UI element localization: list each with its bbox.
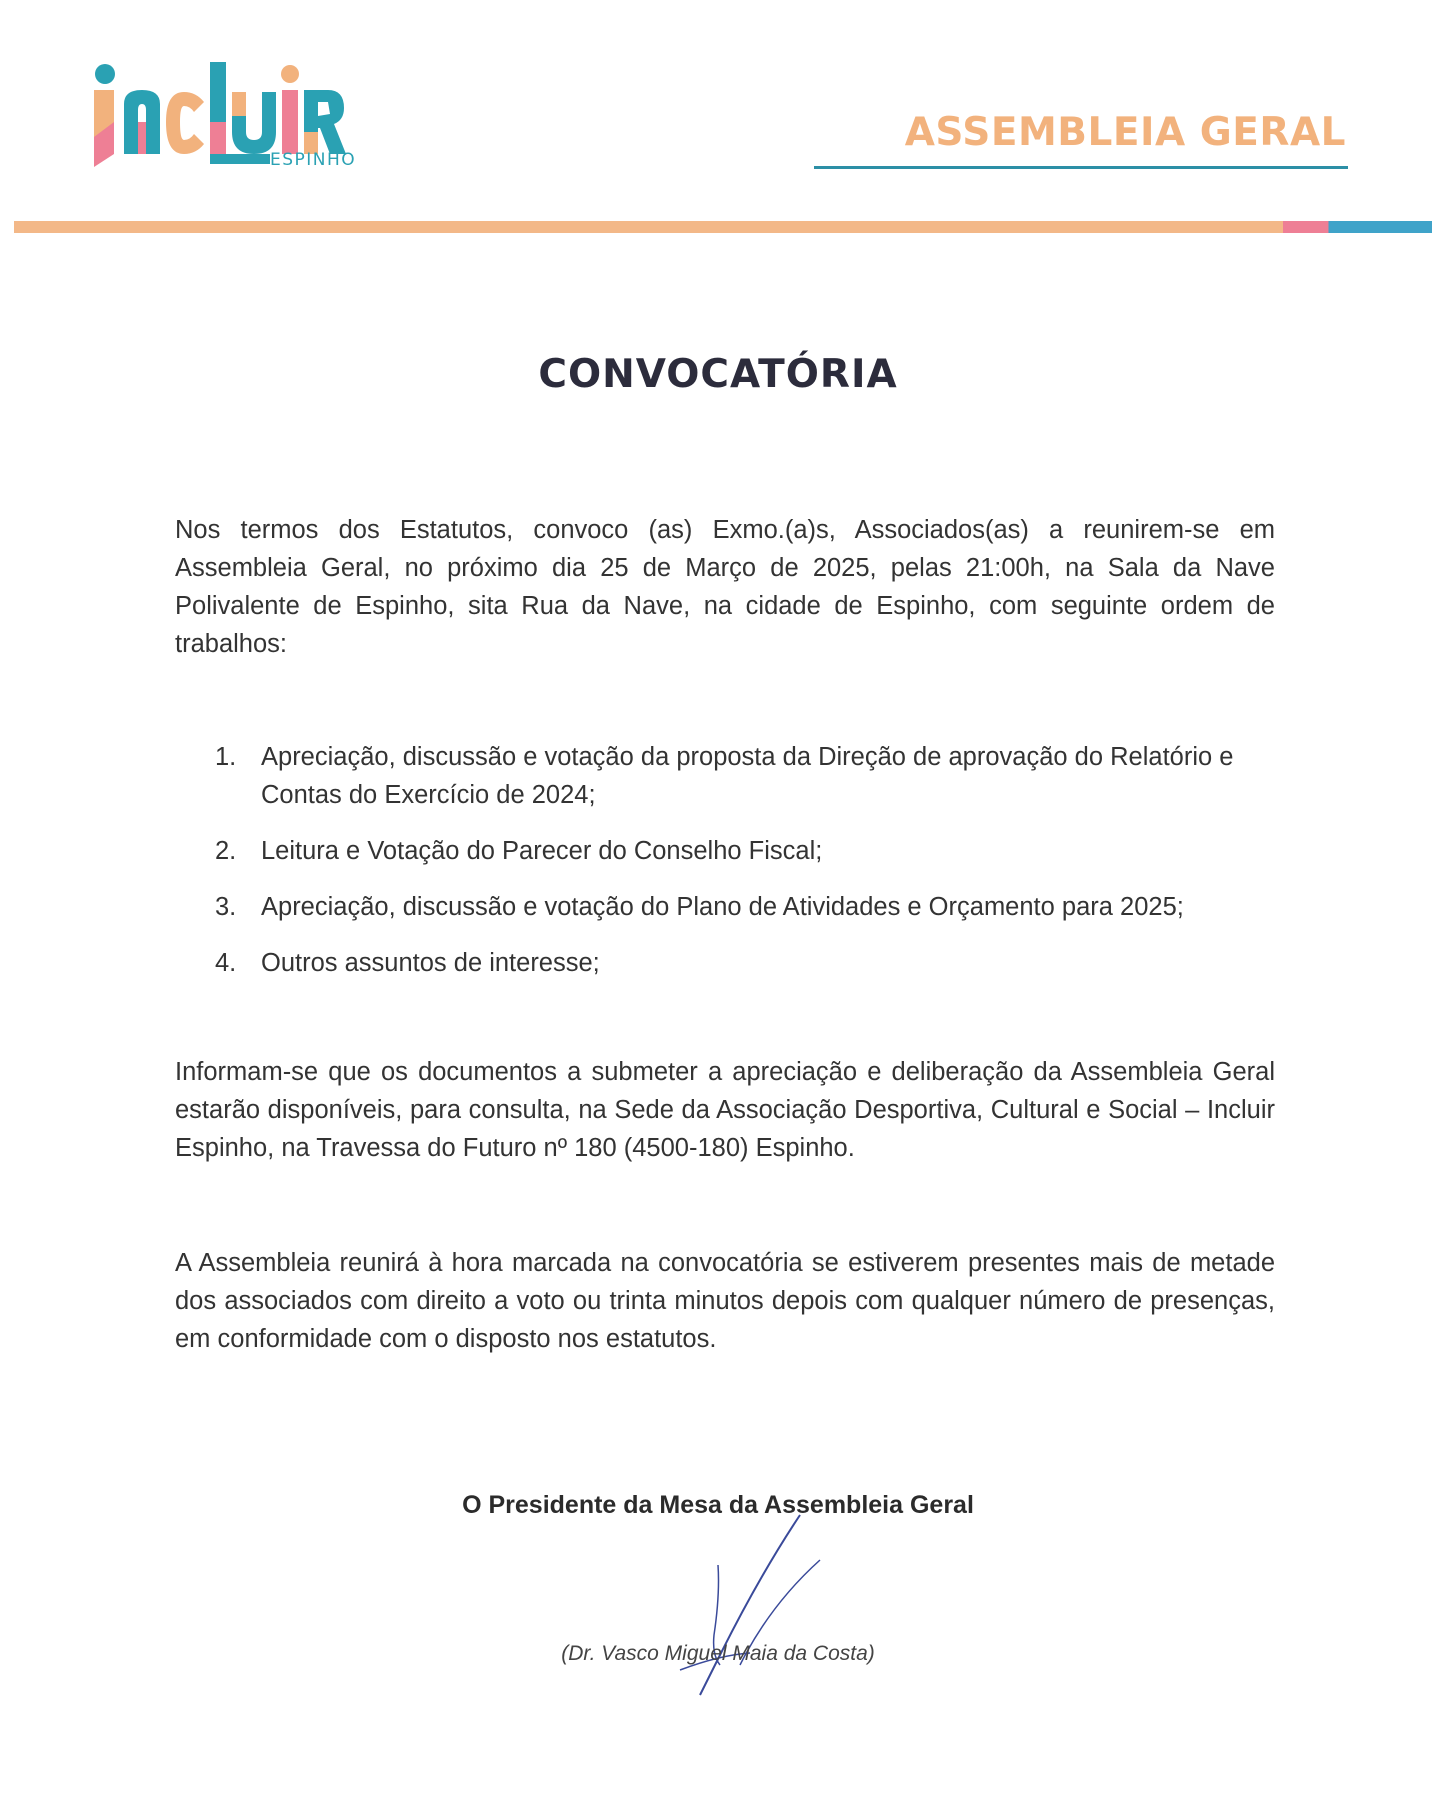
section-title-underline (814, 166, 1348, 169)
quorum-info-paragraph: A Assembleia reunirá à hora marcada na convocatória se estiverem presentes mais de metade dos associados com direito a voto ou trinta minutos depois com qualquer número de presenças, em conformidade com o disposto nos estatutos. (175, 1249, 1275, 1353)
document-title: CONVOCATÓRIA (538, 352, 898, 397)
incluir-espinho-logo (92, 62, 412, 182)
agenda-item (215, 738, 1275, 814)
section-title: ASSEMBLEIA GERAL (904, 110, 1346, 155)
agenda-item-number: 3. (215, 893, 237, 921)
header-color-band (14, 221, 1432, 233)
agenda-item-text: Apreciação, discussão e votação do Plano de Atividades e Orçamento para 2025; (261, 893, 1184, 921)
logo-subtext: ESPINHO (270, 150, 357, 170)
agenda-item-number: 1. (215, 743, 237, 771)
agenda-item-text: Outros assuntos de interesse; (261, 949, 600, 977)
agenda-list (215, 738, 1275, 1000)
agenda-item (215, 832, 1275, 870)
signature-name: (Dr. Vasco Miguel Maia da Costa) (561, 1642, 875, 1665)
agenda-item-number: 4. (215, 949, 237, 977)
intro-paragraph: Nos termos dos Estatutos, convoco (as) Exmo.(a)s, Associados(as) a reunirem-se em Assembleia Geral, no próximo dia 25 de Março de 2025, pelas 21:00h, na Sala da Nave Polivalente de Espinho, sita Rua da Nave, na cidade de Espinho, com seguinte ordem de trabalhos: (175, 516, 1275, 658)
agenda-item-text: Leitura e Votação do Parecer do Conselho Fiscal; (261, 837, 823, 865)
documents-info-paragraph: Informam-se que os documentos a submeter a apreciação e deliberação da Assembleia Geral estarão disponíveis, para consulta, na Sede da Associação Desportiva, Cultural e Social – Incluir Espinho, na Travessa do Futuro nº 180 (4500-180) Espinho. (175, 1058, 1275, 1162)
handwritten-signature (640, 1505, 840, 1705)
agenda-item-text: Apreciação, discussão e votação da proposta da Direção de aprovação do Relatório e Contas do Exercício de 2024; (261, 743, 1234, 809)
agenda-item (215, 888, 1275, 926)
signature-role: O Presidente da Mesa da Assembleia Geral (462, 1491, 974, 1519)
agenda-item-number: 2. (215, 837, 237, 865)
agenda-item (215, 944, 1275, 982)
